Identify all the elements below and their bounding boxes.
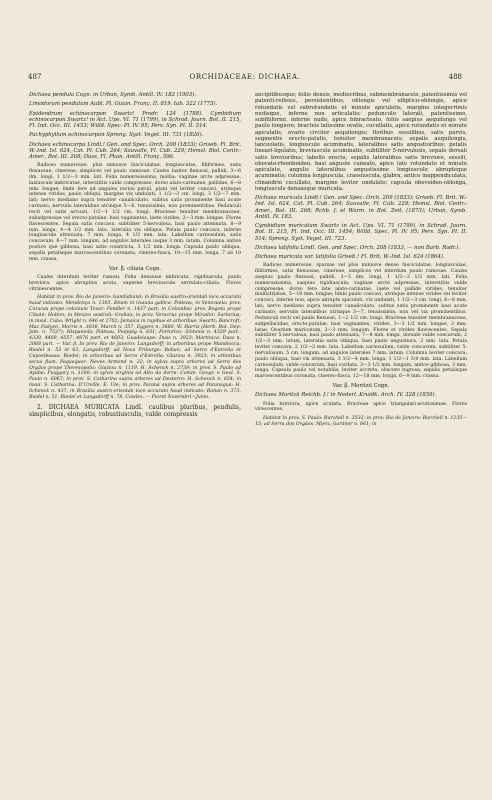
synonym-entry: Dichaea muricata var. latifolia Griseb.! Fl. Brit. W.-Ind. Isl. 624 (1864). bbox=[255, 254, 445, 260]
habitat-paragraph: Habitat in prov. S. Paulo: Burchell n. 3532; in prov. Rio de Janeiro: Burchell n. 1235—15; ad Serra dos Orgãos: Miers, Gardner n. 661; in bbox=[255, 416, 467, 428]
page-number-left: 487 bbox=[28, 73, 42, 81]
right-column bbox=[255, 92, 467, 428]
synonym-entry: Dichaea muricata Lindl.! Gen. and Spec. Orch. 209 (1833); Griseb. Fl. Brit. W.-Ind. Isl. 624, Cat. Pl. Cub. 264; Sauvalle, Fl. Cub. 229; Hemsl. Biol. Centr.-Amer., Bot. III. 268; Rchb. f. et Warm. in Bot. Zeit. (1873); Urban, Symb. Antill. IV. 183. bbox=[255, 195, 467, 220]
species-heading: 2. DICHAEA MURICATA Lindl. caulibus pluribus, pendulis, simplicibus, elongatis, robustiusculis, valde compressis bbox=[29, 403, 241, 418]
habitat-paragraph: Habitat in prov. Rio de Janeiro: Gandiahand; in Brasilia austro-orientali loco accurata haud indicato: Mendonça n. 1303. Etiam in Guiana gallica: Poiteau; in Venezuela: prov. Caracas prope coloniam Tovar: Fendler n. 1437 part; in Columbia: prov. Bogota prope Cibaté: Holton; in Mexico australi: Grahan; in prov. Veracruz prope Mirador: Sartorius; in insul. Cuba: Wright n. 646 et 1702; Jamaica in rupibus et arboribus: Swartz; Bancroft; Mac Fadyen, Morris n. 3036, March n. 357, Eggers n. 3680, W. Harris (Herb. Bot. Dep. Jam. n. 7537); Hispaniola: Poiteau, Poeppig n. 631; Portorico: Sintenis n. 4329 part., 4330, 4409, 4557, 4876 part. et 4603; Guadeloupe: Duss n. 3923; Martinica: Duss n. 2068 part. — Var. β. In prov. Rio de Janeiro: Langsdorff; in arboribus prope Mandiocca: Riedel n. 53 et 63, Langsdorff; ad Nova Friburgo: Rohan; ad Serra d'Estrella et Capoeiboasa: Riedel; in arboribus ad Serra d'Estrella: Glaziou n. 3923; in arboribus secus flum. Paquequer: Neves Armond n. 22; in sylvis supra arbores ad Serra dos Orgãos prope Theresopolis: Glaziou n. 1119, H. Schenck n. 2739; in prov. S. Paulo ad Ayuba: Puiggary n. 1180; in sylvis virginis ad Alto da Serra: Comm. Geogr. e Geol. S. Paulo n. 6067; in prov. S. Catharina supra arbores ad Desterro: H. Schenck n. 654; in insul. S. Catharina: D'Urville, E. Ule; in prov. Paraná supra arbores ad Paranaguá: H. Schenck n. 437; in Brasilia austro-orientali loco accurato haud indicato: Rohan n. 373, Riedel n. 51, Riedel et Langsdorff n. 78, Cowles. — Floret Novembri—Junio. bbox=[29, 295, 241, 400]
page-number-right: 488 bbox=[448, 73, 462, 81]
left-column bbox=[29, 92, 241, 418]
synonym-entry: Limodorum pendulum Aubl. Pl. Guian. Franç. II. 819. tab. 322 (1775). bbox=[29, 101, 218, 108]
variety-heading: Var. β. Moritzii Cogn. bbox=[332, 383, 390, 390]
variety-heading: Var. β. ciliata Cogn. bbox=[108, 265, 162, 272]
species-description: Radices numerosae, sparsae vel plus minusve dense fasciculatae, longiusculae, filiformes, satis flexuosae, cinereae, simplices vel interdum paulo ramosae. Caules saepius paulo flexuosi, pallidi, 3—5 dm. longi, 1 1/2—2 1/2 mm. lati. Folia numerosissima, saepius rigidiuscula; vaginae arcte adpressae, interstitiis valde compressae, dorso fere late alato-carinatae, laete vel pallide virides, tenuiter multistriatae, 5—10 mm. longae; limbi paulo concavi, utrinque intense virides vel leviter concavi, inferne non, apice abrupte apiculati, vix undulati, 1 1/2—3 cm. longi, 6—8 mm. lati; nervo mediano supra tenuiter canaliculato, subtus satis prominente basi acute carinato; nervulis lateralibus utrinque 5—7, tenuissimis, non vel vix prominentibus. Pedunculi recti vel paulo flexuosi, 1—2 1/2 cm. longi. Bracteae tenuiter membranaceae, subpellucidae, erecto-patulae, basi vaginantes, virides, 3—3 1/2 mm. longae, 3 mm. latae. Ovarium muricatum, 2—3 mm. longum. Flores et virides flavescentes. Sepala subtiliter 5-nervulosa, basi paulo attenuata, 7—8 mm. longa, dorsale valde concavum, 2 1/2—3 mm. latum, lateralia satis obliqua, basi paulo angustiora, 2 mm. lata. Petala leviter concava, 2 1/2—3 mm. lata. Labellum carnosulum, valde concavum, subtiliter 5-nervulosum, 5 cm. longum, ad angulos laterales 7 mm. latum. Columna leviter concava, paulo obliqua, basi vix attenuata, 3 1/2—4 mm. longa, 1 1/2—1 3/4 mm. lata. Labellum carnosulum, valde concavum, basi cordata, 3—3 1/2 mm. longum, antice gibbosa, 3 mm. longa. Capsula paulo vel notabilis, leviter accreta, obscure nigrosa, sepalis petalisque marcescentibus coronata, cinereo-fusca, 12—18 mm. longa, 6—9 mm. crassa. bbox=[255, 263, 467, 380]
synonym-entry: Pachyphyllum echinocarpon Spreng. Syst. Veget. III. 731 (1826). bbox=[29, 132, 204, 139]
running-title: ORCHIDACEAE: DICHAEA. bbox=[189, 73, 301, 81]
synonym-entry: Cymbidium muricatum Swartz in Act. Ups. VI. 71 (1799), in Schrad. Journ. Bot. II. 215, Fl. Ind. Occ. III. 1454; Willd. Spec. Pl. IV. 95; Pers. Syn. Pl. II. 514; Spreng. Syst. Veget. III. 723. bbox=[255, 223, 467, 242]
synonym-entry: Dichaea latifolia Lindl. Gen. and Spec. Orch. 208 (1833, — non Barb. Rodr.). bbox=[255, 244, 461, 251]
synonym-entry: Dichaea echinocarpa Lindl.! Gen. and Spec. Orch. 208 (1833); Griseb. Fl. Brit. W.-Ind. Isl. 624, Cat. Pl. Cub. 264; Sauvalle, Fl. Cub. 229; Hemsl. Biol. Centr.-Amer., Bot. III. 268; Duss, Fl. Phan. Antill. Franç. 596. bbox=[29, 141, 241, 160]
variety-description: Caules interdum leviter ramosi. Folia densiuse imbricata, rigidiuscula, paulo breviora, apice abruptius acuta, superne breviuscule serrulato-ciliata. Flores citrinescentes. bbox=[29, 274, 241, 292]
diagnosis-continued: ancipitibusque; foliis densis, mediocribus, submembranaceis, patentissimis vel patenti-reflexis, persistentibus, oblongis vel elliptico-oblongis, apice rotundatis vel subrotundatis et minute apiculatis, margine integerrimis nudisque, inferne non articulatis; pedunculo laterali, patentissimo, subfiliformi, inferne nudo, apice bibracteato, foliis saepius aequilongo vel paulo longiore; bracteis latissime ovatis, cucullatis, apice rotundatis et minute apiculatis, ovario circiter aequilongis; floribus sessilibus, satis parvis, segmentis erecto-patulis, tenuiter membranaceis; sepalis aequilongis, lanceolatis, longiuscule acuminatis, lateralibus satis angustioribus; petalis lineari-ligulatis, breviuscule acuminatis, subtiliter 5-nervulosis, sepalo dorsali satis brevioribus; labello erecto, sepalis lateralibus satis breviore, sessili, obovato-rhomboideo, basi anguste cuneato, apice late rotundato et minute apiculato, angulis lateralibus angustissime longiuscule abrupteque acuminatis; columna longiuscula, crassiuscula, glabra, antice inappendiculata, clinandrio cucullato, margine leviter undulato; capsula obovoideo-oblonga, longiuscule densaeque muricata. bbox=[255, 92, 467, 192]
variety-synonym: Dichaea Moritzii Reichb. f.! in Nederl. Kruidk. Arch. IV. 328 (1859). bbox=[255, 392, 437, 399]
synonym-entry: Epidendrum echinocarpon Swartz! Prodr. 124 (1788). Cymbidium echinocarpon Swartz! in Act. Ups. VI. 71 (1799), in Schrad. Journ. Bot. II. 215, Fl. Ind. Occ. III. 1453; Willd. Spec. Pl. IV. 95; Pers. Syn. Pl. II. 514. bbox=[29, 110, 241, 129]
variety-description: Folia breviora, apice acutata. Bracteae apice triangulari-acutissimae. Flores virescentes. bbox=[255, 401, 467, 413]
species-description: Radices numerosae, plus minusve fasciculatae, longiusculae, filiformes, satis flexuosae, cinereae, simplices vel paulo ramosae. Caules laxiter flexuosi, pallidi, 3—6 dm. longi, 1 1/2—3 mm. lati. Folia numerosissima, mollia; vaginae arcte adpressae, laxiuscule imbricatae, interstitiis valde compressae, dorso alato-carinatae, pallidae, 6—8 mm. longae; limbi fere ad angulos rectos patuli, plani vel leviter concavi, utrinque intense virides, paulo obliqui, margine vix undulati, 1 1/2—3 cm. longi, 3 1/2—7 mm. lati; nervo mediano supra tenuiter canaliculato, subtus satis prominente basi acute carinato; nervulis lateralibus utrinque 5—6, tenuissimis, non prominentibus. Pedunculi recti vel satis arcuati, 1/2—1 1/2 cm. longi. Bracteae tenuiter membranaceae, subadpressae vel erecto-patulae, basi vaginantes, laete virides, 2—3 mm. longae. Flores flavescentes. Sepala satis concava, subtiliter 5-nervulosa, basi paulo attenuata, 8—9 mm. longa, 4—4 1/2 mm. lata, lateralia vix obliqua. Petala paulo concava, inferne longiuscule attenuata, 7 mm. longa, 4 1/2 mm. lata. Labellum carnosulum, satis concavum, 6—7 mm. longum, ad angulos laterales usque 3 mm. latum. Columna antice postice que gibbosa, basi satis constricta, 3 1/2 mm. longa. Capsula paulo obliqua, sepalis petalisque marcescentibus coronata, cinereo-fusca, 10—15 mm. longa, 7 ad 10 mm. crassa. bbox=[29, 163, 241, 262]
synonym-entry: Dichaea pendula Cogn. in Urban, Symb. Antill. IV. 182 (1903). bbox=[29, 92, 196, 98]
running-header bbox=[28, 73, 462, 85]
